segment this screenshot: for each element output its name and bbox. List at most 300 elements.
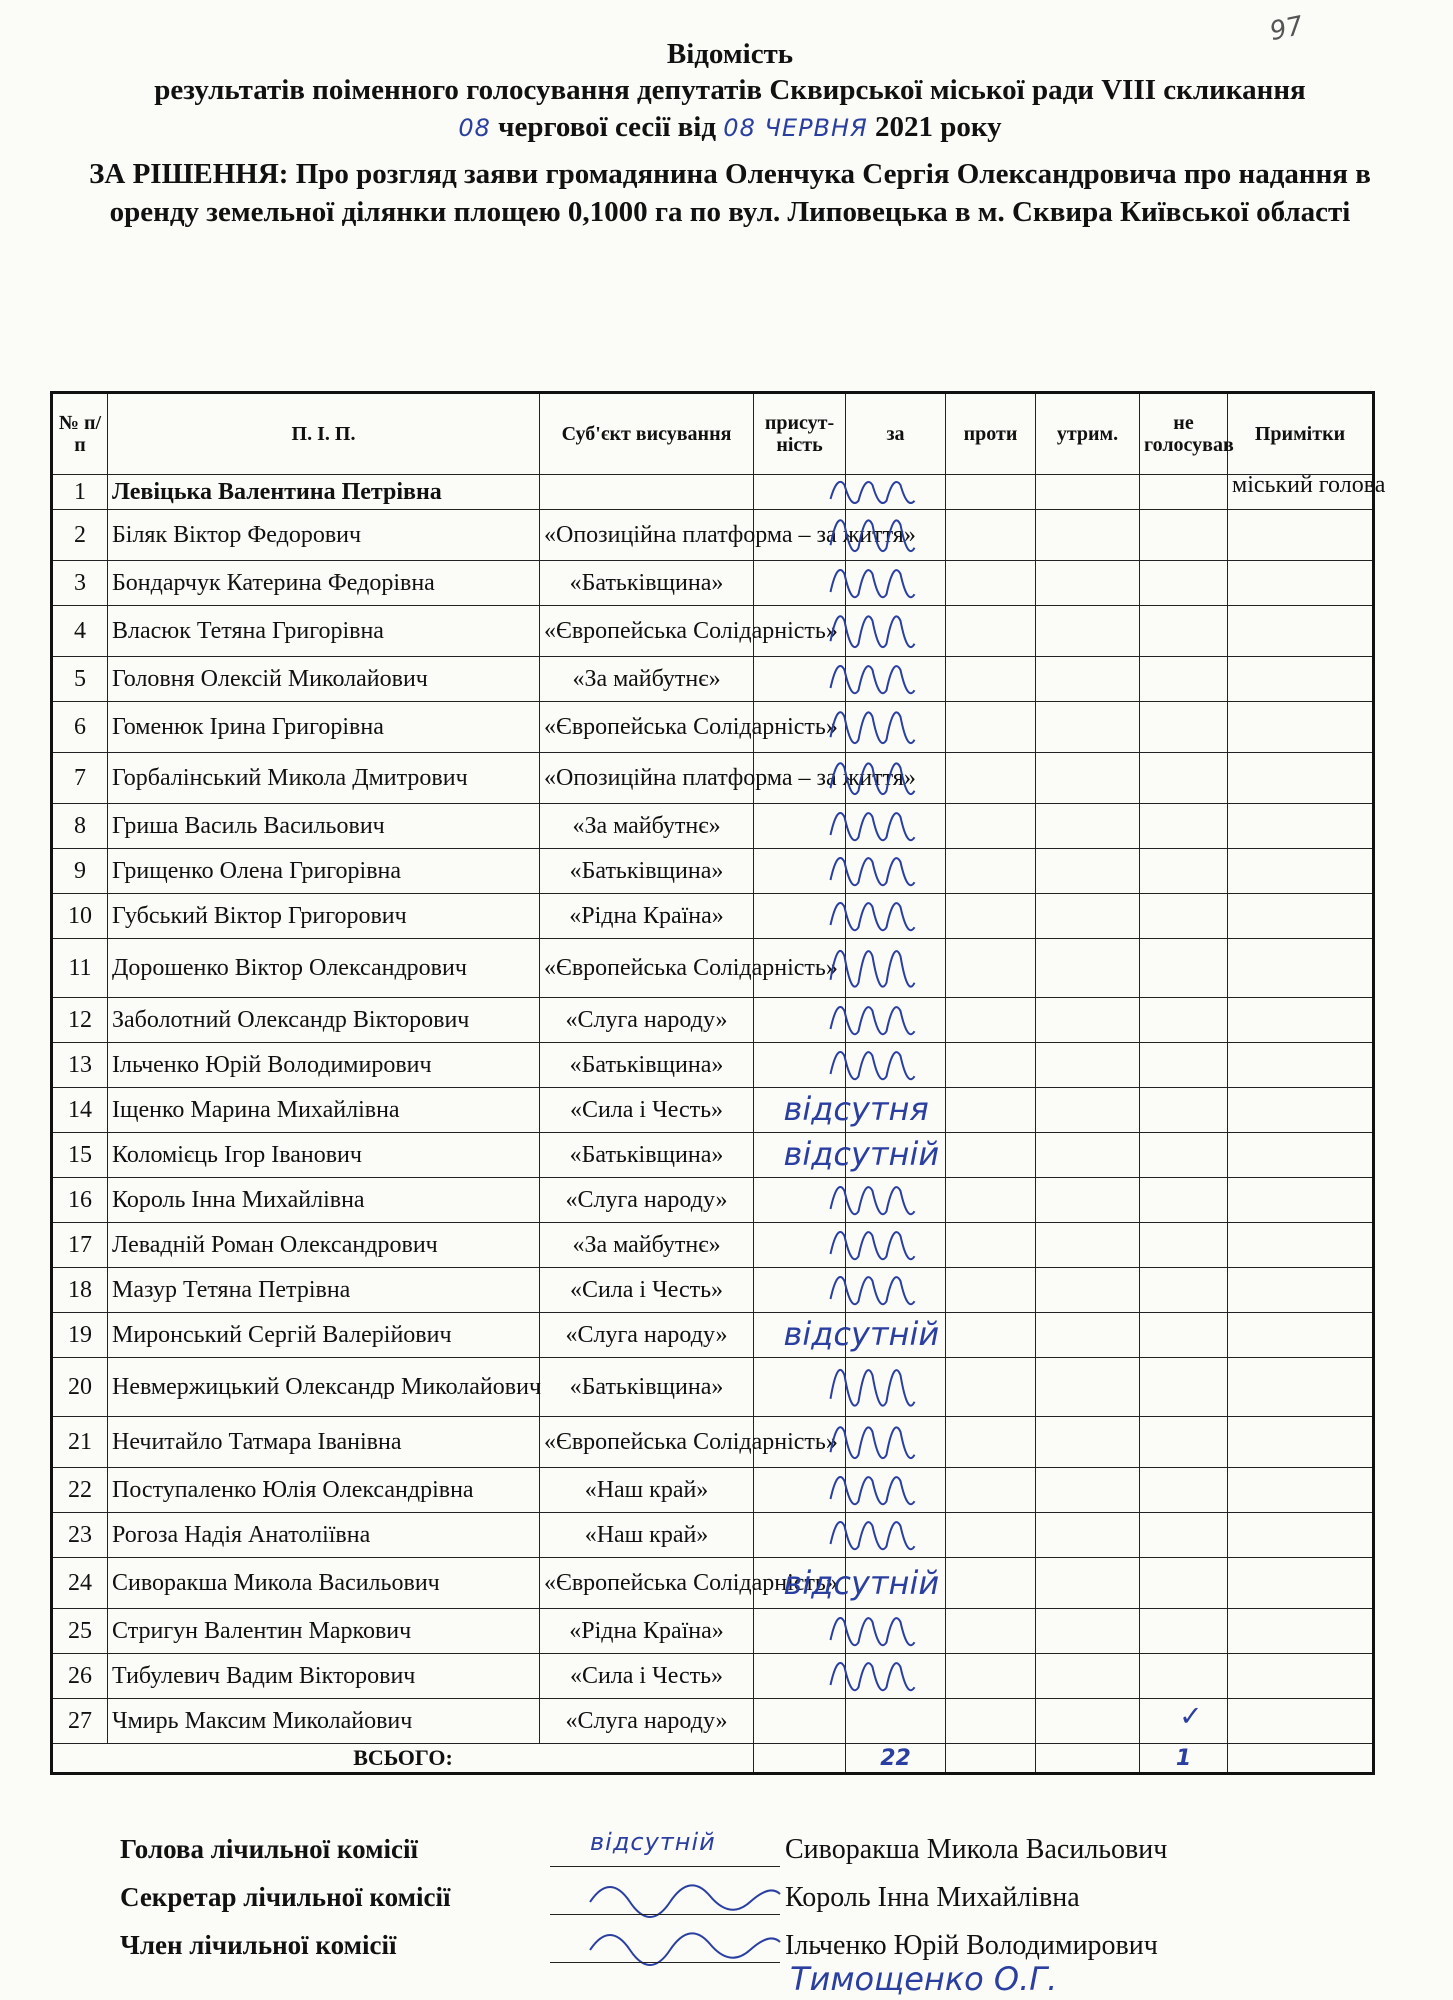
table-row <box>52 1268 1374 1313</box>
absent-mark: відсутній <box>783 1564 940 1603</box>
row-present <box>754 1609 846 1654</box>
row-number: 8 <box>52 804 108 849</box>
row-name: Дорошенко Віктор Олександрович <box>108 939 540 998</box>
row-party: «За майбутнє» <box>540 657 754 702</box>
row-party: «За майбутнє» <box>540 1223 754 1268</box>
row-not-voted <box>1140 702 1228 753</box>
commission-name: Ільченко Юрій Володимирович <box>785 1930 1158 1961</box>
row-not-voted <box>1140 1513 1228 1558</box>
row-number: 22 <box>52 1468 108 1513</box>
row-for <box>846 849 946 894</box>
session-line <box>60 108 1400 147</box>
row-party: «Слуга народу» <box>540 998 754 1043</box>
row-abstain <box>1036 1654 1140 1699</box>
row-against <box>946 1223 1036 1268</box>
table-row <box>52 1558 1374 1609</box>
row-number: 15 <box>52 1133 108 1178</box>
row-note <box>1228 1043 1374 1088</box>
row-name: Біляк Віктор Федорович <box>108 510 540 561</box>
not-voted-check-icon: ✓ <box>1179 1699 1203 1733</box>
session-number: 08 <box>458 114 491 142</box>
row-abstain <box>1036 753 1140 804</box>
table-row <box>52 1178 1374 1223</box>
counting-commission <box>120 1828 1360 1972</box>
row-abstain <box>1036 1417 1140 1468</box>
row-party: «Сила і Честь» <box>540 1654 754 1699</box>
table-row <box>52 510 1374 561</box>
row-abstain <box>1036 998 1140 1043</box>
row-number: 19 <box>52 1313 108 1358</box>
row-for <box>846 1268 946 1313</box>
row-for <box>846 1313 946 1358</box>
row-for <box>846 1654 946 1699</box>
row-for <box>846 1358 946 1417</box>
table-row <box>52 804 1374 849</box>
row-note <box>1228 998 1374 1043</box>
totals-present <box>754 1744 846 1774</box>
row-abstain <box>1036 510 1140 561</box>
row-number: 7 <box>52 753 108 804</box>
row-party: «Батьківщина» <box>540 849 754 894</box>
row-name: Головня Олексій Миколайович <box>108 657 540 702</box>
row-name: Миронський Сергій Валерійович <box>108 1313 540 1358</box>
row-party: «Сила і Честь» <box>540 1088 754 1133</box>
document-title: Відомість <box>666 38 794 70</box>
commission-mark: відсутній <box>590 1828 716 1856</box>
row-not-voted <box>1140 510 1228 561</box>
commission-name: Сиворакша Микола Васильович <box>785 1834 1168 1865</box>
col-against: проти <box>946 393 1036 475</box>
row-against <box>946 561 1036 606</box>
row-present <box>754 475 846 510</box>
table-row <box>52 606 1374 657</box>
session-text-1: чергової сесії від <box>498 111 717 143</box>
row-abstain <box>1036 1468 1140 1513</box>
table-row <box>52 702 1374 753</box>
row-note <box>1228 510 1374 561</box>
row-note <box>1228 939 1374 998</box>
row-not-voted <box>1140 1178 1228 1223</box>
row-number: 25 <box>52 1609 108 1654</box>
row-note: міський голова <box>1228 475 1374 510</box>
row-name: Рогоза Надія Анатоліївна <box>108 1513 540 1558</box>
row-party: «Європейська Солідарність» <box>540 702 754 753</box>
row-not-voted <box>1140 657 1228 702</box>
row-not-voted <box>1140 1358 1228 1417</box>
row-not-voted <box>1140 1699 1228 1744</box>
row-note <box>1228 1133 1374 1178</box>
row-name: Король Інна Михайлівна <box>108 1178 540 1223</box>
row-abstain <box>1036 1268 1140 1313</box>
row-abstain <box>1036 1178 1140 1223</box>
row-abstain <box>1036 1513 1140 1558</box>
table-row <box>52 894 1374 939</box>
row-number: 20 <box>52 1358 108 1417</box>
row-for <box>846 1133 946 1178</box>
row-present <box>754 1043 846 1088</box>
row-not-voted <box>1140 753 1228 804</box>
signature-line <box>550 1962 780 1963</box>
row-not-voted <box>1140 475 1228 510</box>
table-row <box>52 998 1374 1043</box>
row-against <box>946 1358 1036 1417</box>
table-row <box>52 1358 1374 1417</box>
row-against <box>946 510 1036 561</box>
row-number: 17 <box>52 1223 108 1268</box>
row-present <box>754 1223 846 1268</box>
row-name: Гриша Василь Васильович <box>108 804 540 849</box>
row-present <box>754 1178 846 1223</box>
row-name: Поступаленко Юлія Олександрівна <box>108 1468 540 1513</box>
row-against <box>946 1088 1036 1133</box>
row-note <box>1228 1609 1374 1654</box>
row-not-voted <box>1140 939 1228 998</box>
row-for <box>846 1513 946 1558</box>
row-against <box>946 657 1036 702</box>
row-note <box>1228 1654 1374 1699</box>
row-for <box>846 1178 946 1223</box>
row-for <box>846 1088 946 1133</box>
row-for <box>846 1043 946 1088</box>
row-note <box>1228 804 1374 849</box>
col-name: П. І. П. <box>108 393 540 475</box>
table-row <box>52 753 1374 804</box>
row-note <box>1228 1178 1374 1223</box>
row-party: «Рідна Країна» <box>540 1609 754 1654</box>
row-present <box>754 1513 846 1558</box>
row-for <box>846 939 946 998</box>
col-party: Суб'єкт висування <box>540 393 754 475</box>
row-abstain <box>1036 1358 1140 1417</box>
commission-name: Король Інна Михайлівна <box>785 1882 1080 1913</box>
commission-role: Секретар лічильної комісії <box>120 1882 451 1912</box>
row-party: «Слуга народу» <box>540 1178 754 1223</box>
row-against <box>946 475 1036 510</box>
row-abstain <box>1036 475 1140 510</box>
table-row <box>52 849 1374 894</box>
row-party: «Європейська Солідарність» <box>540 606 754 657</box>
row-present <box>754 1358 846 1417</box>
row-note <box>1228 1417 1374 1468</box>
row-note <box>1228 1468 1374 1513</box>
row-party: «Батьківщина» <box>540 1133 754 1178</box>
row-not-voted <box>1140 1468 1228 1513</box>
row-note <box>1228 1313 1374 1358</box>
row-abstain <box>1036 1088 1140 1133</box>
row-against <box>946 1468 1036 1513</box>
row-name: Чмирь Максим Миколайович <box>108 1699 540 1744</box>
absent-mark: відсутній <box>783 1134 940 1173</box>
row-number: 10 <box>52 894 108 939</box>
row-abstain <box>1036 702 1140 753</box>
row-number: 6 <box>52 702 108 753</box>
row-note <box>1228 753 1374 804</box>
row-number: 1 <box>52 475 108 510</box>
row-abstain <box>1036 657 1140 702</box>
row-name: Заболотний Олександр Вікторович <box>108 998 540 1043</box>
row-against <box>946 1178 1036 1223</box>
row-present <box>754 1268 846 1313</box>
row-against <box>946 894 1036 939</box>
row-against <box>946 1699 1036 1744</box>
row-for <box>846 1699 946 1744</box>
row-for <box>846 475 946 510</box>
row-number: 26 <box>52 1654 108 1699</box>
row-note <box>1228 1699 1374 1744</box>
row-note <box>1228 894 1374 939</box>
row-not-voted <box>1140 1417 1228 1468</box>
row-name: Горбалінський Микола Дмитрович <box>108 753 540 804</box>
row-against <box>946 702 1036 753</box>
row-against <box>946 939 1036 998</box>
row-party: «Європейська Солідарність» <box>540 1417 754 1468</box>
row-against <box>946 1417 1036 1468</box>
table-row <box>52 1699 1374 1744</box>
vote-table <box>50 391 1386 1775</box>
header-row <box>52 393 1374 475</box>
row-name: Сиворакша Микола Васильович <box>108 1558 540 1609</box>
row-note <box>1228 1513 1374 1558</box>
row-abstain <box>1036 939 1140 998</box>
signature-line <box>550 1914 780 1915</box>
row-present <box>754 998 846 1043</box>
totals-against <box>946 1744 1036 1774</box>
row-number: 4 <box>52 606 108 657</box>
row-name: Мазур Тетяна Петрівна <box>108 1268 540 1313</box>
row-not-voted <box>1140 606 1228 657</box>
row-note <box>1228 1088 1374 1133</box>
row-against <box>946 1043 1036 1088</box>
row-abstain <box>1036 894 1140 939</box>
row-present <box>754 657 846 702</box>
row-for <box>846 1468 946 1513</box>
row-note <box>1228 1358 1374 1417</box>
row-against <box>946 1313 1036 1358</box>
row-name: Іщенко Марина Михайлівна <box>108 1088 540 1133</box>
table-row <box>52 1417 1374 1468</box>
row-present <box>754 561 846 606</box>
row-present <box>754 1133 846 1178</box>
row-party: «Наш край» <box>540 1468 754 1513</box>
row-number: 5 <box>52 657 108 702</box>
row-party: «Європейська Солідарність» <box>540 939 754 998</box>
col-note: Примітки <box>1228 393 1374 475</box>
row-number: 23 <box>52 1513 108 1558</box>
totals-for: 22 <box>846 1744 946 1774</box>
col-num: № п/п <box>52 393 108 475</box>
row-abstain <box>1036 1558 1140 1609</box>
row-note <box>1228 849 1374 894</box>
table-row <box>52 561 1374 606</box>
row-against <box>946 1268 1036 1313</box>
row-party: «Наш край» <box>540 1513 754 1558</box>
row-not-voted <box>1140 1268 1228 1313</box>
table-row <box>52 1609 1374 1654</box>
row-name: Тибулевич Вадим Вікторович <box>108 1654 540 1699</box>
row-note <box>1228 561 1374 606</box>
session-date: 08 ЧЕРВНЯ <box>723 114 868 142</box>
row-party: «Опозиційна платформа – за життя» <box>540 753 754 804</box>
row-for <box>846 894 946 939</box>
row-for <box>846 1223 946 1268</box>
row-name: Власюк Тетяна Григорівна <box>108 606 540 657</box>
row-for <box>846 561 946 606</box>
row-number: 11 <box>52 939 108 998</box>
row-party: «Батьківщина» <box>540 1043 754 1088</box>
commission-row <box>120 1828 1360 1876</box>
row-against <box>946 1513 1036 1558</box>
row-present <box>754 1313 846 1358</box>
row-against <box>946 1558 1036 1609</box>
table-row <box>52 1088 1374 1133</box>
table-row <box>52 1513 1374 1558</box>
row-not-voted <box>1140 1223 1228 1268</box>
row-number: 13 <box>52 1043 108 1088</box>
col-abstain: утрим. <box>1036 393 1140 475</box>
row-not-voted <box>1140 1609 1228 1654</box>
commission-row <box>120 1924 1360 1972</box>
totals-note <box>1228 1744 1374 1774</box>
row-note <box>1228 1268 1374 1313</box>
page-number-text: 97 <box>1267 10 1306 48</box>
row-note <box>1228 1223 1374 1268</box>
row-not-voted <box>1140 849 1228 894</box>
row-number: 9 <box>52 849 108 894</box>
totals-row <box>52 1744 1374 1774</box>
row-against <box>946 998 1036 1043</box>
row-not-voted <box>1140 998 1228 1043</box>
row-number: 16 <box>52 1178 108 1223</box>
row-party <box>540 475 754 510</box>
commission-role: Член лічильної комісії <box>120 1930 397 1960</box>
absent-mark: відсутня <box>783 1089 929 1128</box>
row-abstain <box>1036 1043 1140 1088</box>
row-present <box>754 1088 846 1133</box>
row-number: 2 <box>52 510 108 561</box>
row-abstain <box>1036 1133 1140 1178</box>
table-row <box>52 1043 1374 1088</box>
row-against <box>946 1133 1036 1178</box>
row-party: «Слуга народу» <box>540 1699 754 1744</box>
row-not-voted <box>1140 804 1228 849</box>
row-number: 12 <box>52 998 108 1043</box>
session-text-2: 2021 року <box>875 111 1002 143</box>
row-present <box>754 849 846 894</box>
row-number: 3 <box>52 561 108 606</box>
table-row <box>52 1223 1374 1268</box>
row-name: Нечитайло Татмара Іванівна <box>108 1417 540 1468</box>
table-row <box>52 1133 1374 1178</box>
row-not-voted <box>1140 894 1228 939</box>
row-name: Коломієць Ігор Іванович <box>108 1133 540 1178</box>
row-number: 18 <box>52 1268 108 1313</box>
row-for <box>846 606 946 657</box>
row-not-voted <box>1140 1088 1228 1133</box>
table-row <box>52 939 1374 998</box>
row-name: Грищенко Олена Григорівна <box>108 849 540 894</box>
row-name: Губський Віктор Григорович <box>108 894 540 939</box>
row-name: Левадній Роман Олександрович <box>108 1223 540 1268</box>
row-for <box>846 1558 946 1609</box>
commission-row <box>120 1876 1360 1924</box>
row-present <box>754 804 846 849</box>
table-row <box>52 475 1374 510</box>
row-name: Невмержицький Олександр Миколайович <box>108 1358 540 1417</box>
row-note <box>1228 606 1374 657</box>
row-against <box>946 753 1036 804</box>
col-not-voted: не голосував <box>1140 393 1228 475</box>
row-note <box>1228 657 1374 702</box>
row-not-voted <box>1140 1313 1228 1358</box>
row-against <box>946 1654 1036 1699</box>
row-for <box>846 804 946 849</box>
table-row <box>52 1313 1374 1358</box>
row-present <box>754 1654 846 1699</box>
row-party: «Слуга народу» <box>540 1313 754 1358</box>
row-not-voted <box>1140 1043 1228 1088</box>
row-note <box>1228 1558 1374 1609</box>
row-name: Ільченко Юрій Володимирович <box>108 1043 540 1088</box>
document-header <box>60 36 1400 231</box>
row-party: «Батьківщина» <box>540 561 754 606</box>
row-for <box>846 1417 946 1468</box>
table-row <box>52 1468 1374 1513</box>
row-party: «Опозиційна платформа – за життя» <box>540 510 754 561</box>
row-abstain <box>1036 849 1140 894</box>
row-abstain <box>1036 1609 1140 1654</box>
row-not-voted <box>1140 1654 1228 1699</box>
row-name: Бондарчук Катерина Федорівна <box>108 561 540 606</box>
commission-role: Голова лічильної комісії <box>120 1834 418 1864</box>
absent-mark: відсутній <box>783 1314 940 1353</box>
row-number: 21 <box>52 1417 108 1468</box>
row-party: «Рідна Країна» <box>540 894 754 939</box>
row-number: 24 <box>52 1558 108 1609</box>
row-abstain <box>1036 606 1140 657</box>
row-party: «Європейська Солідарність» <box>540 1558 754 1609</box>
row-for <box>846 1609 946 1654</box>
row-abstain <box>1036 1313 1140 1358</box>
row-against <box>946 804 1036 849</box>
row-number: 14 <box>52 1088 108 1133</box>
row-for <box>846 702 946 753</box>
row-for <box>846 998 946 1043</box>
col-present: присут-ність <box>754 393 846 475</box>
row-name: Гоменюк Ірина Григорівна <box>108 702 540 753</box>
row-present <box>754 894 846 939</box>
row-party: «Сила і Честь» <box>540 1268 754 1313</box>
row-against <box>946 606 1036 657</box>
row-abstain <box>1036 804 1140 849</box>
row-against <box>946 849 1036 894</box>
signature-line <box>550 1866 780 1867</box>
document-subtitle: результатів поіменного голосування депутатів Сквирської міської ради VIII скликання <box>154 74 1306 106</box>
totals-abstain <box>1036 1744 1140 1774</box>
decision-title: ЗА РІШЕННЯ: Про розгляд заяви громадянина Оленчука Сергія Олександровича про надання в оренду земельної ділянки площею 0,1000 га по вул. Липовецька в м. Сквира Київської області <box>89 158 1371 228</box>
footer-handwritten-name: Тимощенко О.Г. <box>790 1960 1058 1998</box>
totals-not-voted: 1 <box>1140 1744 1228 1774</box>
totals-label: ВСЬОГО: <box>52 1744 754 1774</box>
row-name: Стригун Валентин Маркович <box>108 1609 540 1654</box>
row-party: «За майбутнє» <box>540 804 754 849</box>
row-abstain <box>1036 1223 1140 1268</box>
row-not-voted <box>1140 1558 1228 1609</box>
row-present <box>754 1468 846 1513</box>
row-note <box>1228 702 1374 753</box>
row-name: Левіцька Валентина Петрівна <box>108 475 540 510</box>
table-row <box>52 1654 1374 1699</box>
row-against <box>946 1609 1036 1654</box>
